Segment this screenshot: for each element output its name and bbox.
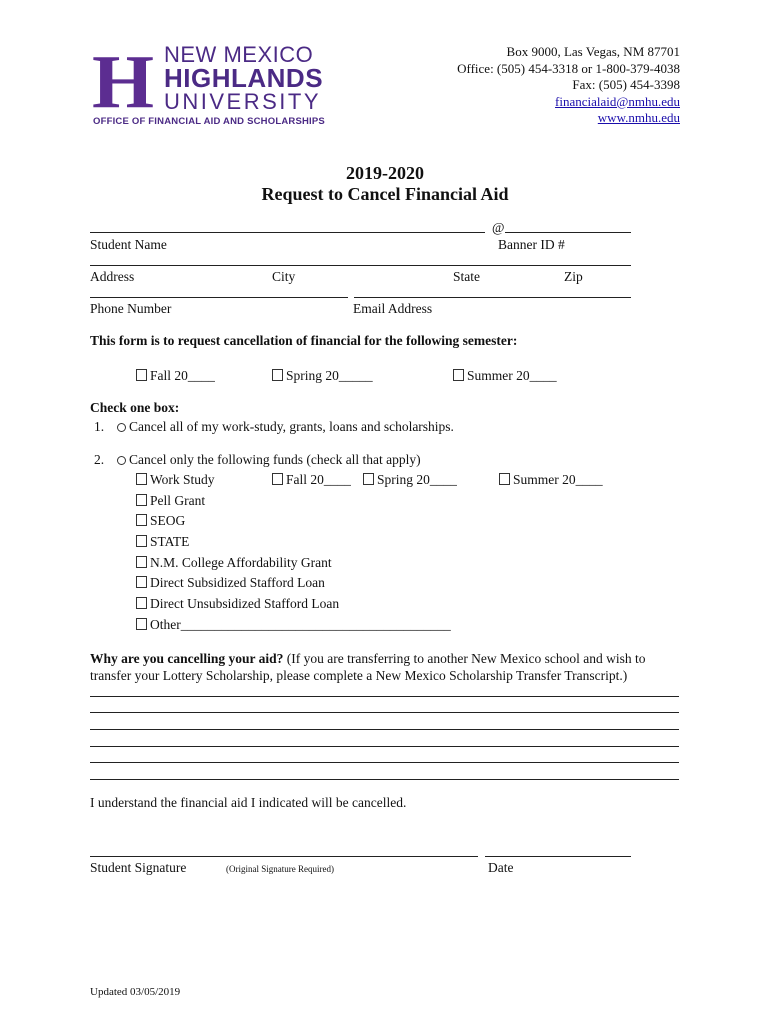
semester-spring[interactable]: Spring 20_____ (272, 368, 373, 384)
signature-line[interactable] (90, 856, 478, 857)
fund-term-fall[interactable]: Fall 20____ (272, 472, 351, 488)
fund-other[interactable]: Other________________________________________ (136, 617, 451, 633)
logo-line-1: NEW MEXICO (164, 42, 314, 67)
option-1-number: 1. (94, 419, 105, 434)
fund-pell-grant[interactable]: Pell Grant (136, 493, 205, 509)
logo-line-3: UNIVERSITY (164, 89, 322, 114)
phone-label: Phone Number (90, 301, 172, 316)
fund-term-summer[interactable]: Summer 20____ (499, 472, 603, 488)
address-label: Address (90, 269, 135, 284)
radio-icon[interactable] (117, 456, 126, 465)
office-phone: Office: (505) 454-3318 or 1-800-379-4038 (457, 60, 680, 76)
state-label: State (453, 269, 480, 284)
fund-nm-college-affordability[interactable]: N.M. College Affordability Grant (136, 555, 332, 571)
why-question-line-1 (90, 651, 646, 667)
student-name-line[interactable] (90, 232, 485, 233)
checkbox-icon[interactable] (136, 576, 147, 588)
reason-line-5[interactable] (90, 762, 679, 763)
reason-line-1[interactable] (90, 696, 679, 697)
check-one-heading: Check one box: (90, 400, 180, 415)
email-label: Email Address (353, 301, 433, 316)
address-line[interactable] (90, 265, 631, 266)
checkbox-icon[interactable] (272, 473, 283, 485)
why-question: Why are you cancelling your aid? (90, 651, 284, 666)
why-note-2: transfer your Lottery Scholarship, please complete a New Mexico Scholarship Transfer Transcript.) (90, 668, 628, 683)
banner-id-label: Banner ID # (498, 237, 565, 252)
checkbox-icon[interactable] (136, 473, 147, 485)
signature-note: (Original Signature Required) (226, 864, 334, 874)
checkbox-icon[interactable] (499, 473, 510, 485)
student-name-label: Student Name (90, 237, 167, 252)
checkbox-icon[interactable] (136, 369, 147, 381)
reason-line-2[interactable] (90, 712, 679, 713)
understand-statement: I understand the financial aid I indicated will be cancelled. (90, 795, 407, 810)
option-2-number: 2. (94, 452, 105, 467)
semester-prompt: This form is to request cancellation of financial for the following semester: (90, 333, 518, 348)
why-note-1: (If you are transferring to another New Mexico school and wish to (283, 651, 646, 666)
mailing-address: Box 9000, Las Vegas, NM 87701 (506, 44, 680, 59)
logo-office-name: OFFICE OF FINANCIAL AID AND SCHOLARSHIPS (93, 116, 325, 127)
reason-line-3[interactable] (90, 729, 679, 730)
checkbox-icon[interactable] (136, 494, 147, 506)
checkbox-icon[interactable] (136, 597, 147, 609)
checkbox-icon[interactable] (363, 473, 374, 485)
semester-fall[interactable]: Fall 20____ (136, 368, 215, 384)
fund-term-spring[interactable]: Spring 20____ (363, 472, 457, 488)
semester-summer[interactable]: Summer 20____ (453, 368, 557, 384)
date-label: Date (488, 860, 514, 875)
checkbox-icon[interactable] (136, 618, 147, 630)
checkbox-icon[interactable] (272, 369, 283, 381)
form-title: Request to Cancel Financial Aid (261, 184, 509, 204)
city-label: City (272, 269, 296, 284)
university-logo (92, 40, 332, 130)
date-line[interactable] (485, 856, 631, 857)
checkbox-icon[interactable] (136, 535, 147, 547)
banner-at-sign: @ (492, 220, 505, 235)
signature-label: Student Signature (90, 860, 187, 875)
email-link[interactable]: financialaid@nmhu.edu (555, 93, 680, 109)
fax-number: Fax: (505) 454-3398 (572, 77, 680, 92)
fund-state[interactable]: STATE (136, 534, 189, 550)
checkbox-icon[interactable] (453, 369, 464, 381)
option-1-cancel-all[interactable]: Cancel all of my work-study, grants, loans and scholarships. (117, 419, 454, 435)
reason-line-4[interactable] (90, 746, 679, 747)
zip-label: Zip (564, 269, 583, 284)
checkbox-icon[interactable] (136, 514, 147, 526)
phone-line[interactable] (90, 297, 348, 298)
fund-direct-unsubsidized[interactable]: Direct Unsubsidized Stafford Loan (136, 596, 339, 612)
website-link[interactable]: www.nmhu.edu (597, 110, 680, 125)
banner-id-line[interactable] (505, 232, 631, 233)
updated-date: Updated 03/05/2019 (90, 986, 181, 998)
logo-mark: H (92, 40, 155, 124)
contact-block (457, 44, 680, 127)
email-line[interactable] (354, 297, 631, 298)
option-2-cancel-some[interactable]: Cancel only the following funds (check all that apply) (117, 452, 421, 468)
fund-seog[interactable]: SEOG (136, 513, 185, 529)
logo-line-2: HIGHLANDS (164, 63, 324, 93)
form-year: 2019-2020 (346, 163, 424, 183)
fund-work-study[interactable]: Work Study (136, 472, 215, 488)
fund-direct-subsidized[interactable]: Direct Subsidized Stafford Loan (136, 575, 325, 591)
reason-line-6[interactable] (90, 779, 679, 780)
checkbox-icon[interactable] (136, 556, 147, 568)
radio-icon[interactable] (117, 423, 126, 432)
